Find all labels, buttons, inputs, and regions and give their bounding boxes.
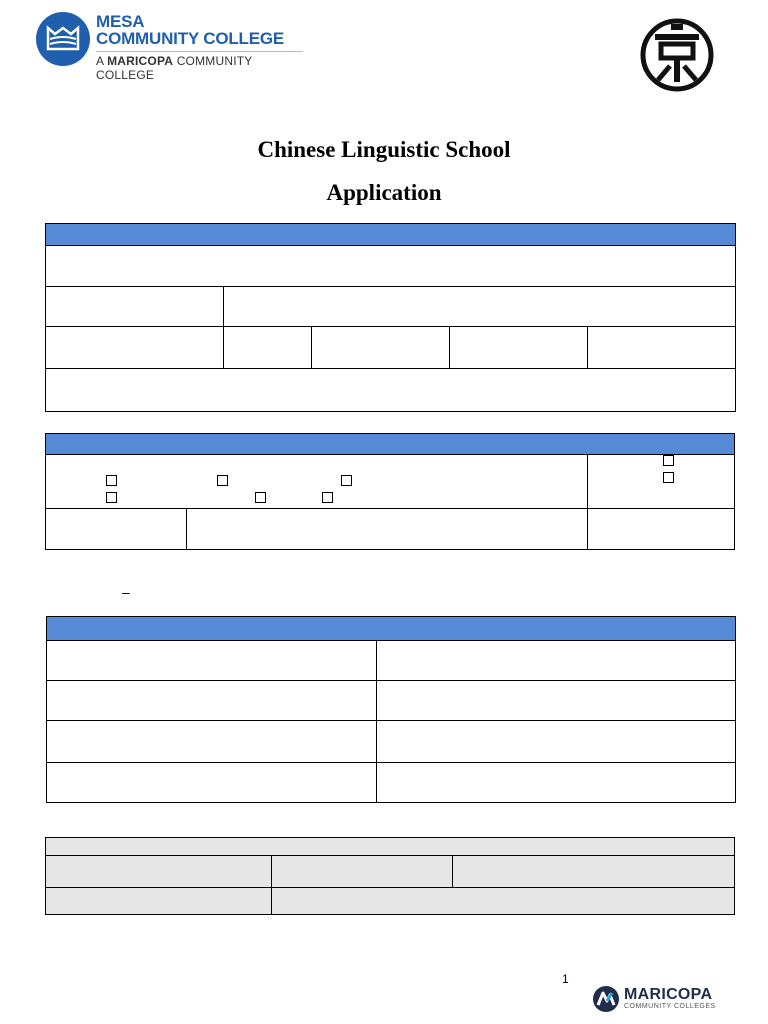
mesa-logo-mark-icon bbox=[36, 12, 90, 66]
logo-line-mesa: MESA bbox=[96, 12, 145, 31]
office-use-cell bbox=[272, 888, 735, 915]
form-field-cell[interactable] bbox=[312, 327, 450, 369]
form-field-cell[interactable] bbox=[224, 327, 312, 369]
form-field-cell[interactable] bbox=[450, 327, 588, 369]
logo-line-maricopa: A MARICOPA COMMUNITY COLLEGE bbox=[96, 54, 253, 82]
form-field-cell[interactable] bbox=[46, 369, 736, 412]
section-header-bar bbox=[46, 224, 736, 246]
office-use-cell bbox=[46, 856, 272, 888]
checkbox-options-cell bbox=[588, 455, 735, 509]
program-selection-table bbox=[45, 433, 735, 550]
section-header-bar bbox=[46, 434, 735, 455]
dash-mark: – bbox=[122, 584, 130, 600]
option-checkbox[interactable] bbox=[217, 475, 228, 486]
checkbox-options-cell bbox=[46, 455, 588, 509]
option-checkbox[interactable] bbox=[106, 475, 117, 486]
form-field-cell[interactable] bbox=[588, 509, 735, 550]
page-number: 1 bbox=[562, 972, 569, 986]
option-checkbox[interactable] bbox=[106, 492, 117, 503]
form-label-cell bbox=[47, 763, 377, 803]
form-label-cell bbox=[47, 681, 377, 721]
form-field-cell[interactable] bbox=[224, 287, 736, 327]
document-title: Chinese Linguistic School bbox=[257, 137, 511, 162]
option-checkbox[interactable] bbox=[341, 475, 352, 486]
form-field-cell[interactable] bbox=[377, 763, 736, 803]
form-field-cell[interactable] bbox=[377, 641, 736, 681]
form-label-cell bbox=[46, 327, 224, 369]
office-use-table bbox=[45, 837, 735, 915]
form-label-cell bbox=[47, 721, 377, 763]
applicant-info-table bbox=[45, 223, 736, 412]
maricopa-brand-name: MARICOPA bbox=[624, 986, 713, 1003]
maricopa-footer-logo bbox=[592, 984, 732, 1016]
section-header-bar bbox=[47, 617, 736, 641]
option-checkbox[interactable] bbox=[255, 492, 266, 503]
office-use-cell bbox=[272, 856, 453, 888]
logo-divider bbox=[96, 51, 303, 52]
option-checkbox[interactable] bbox=[322, 492, 333, 503]
contact-info-table bbox=[46, 616, 736, 803]
option-checkbox[interactable] bbox=[663, 472, 674, 483]
office-use-cell bbox=[46, 888, 272, 915]
form-field-cell[interactable] bbox=[377, 681, 736, 721]
office-use-cell bbox=[453, 856, 735, 888]
mesa-community-college-logo bbox=[36, 12, 306, 82]
form-field-cell[interactable] bbox=[588, 327, 736, 369]
maricopa-mark-icon bbox=[592, 985, 620, 1013]
chinese-linguistic-school-seal-icon bbox=[640, 18, 714, 92]
office-use-header-bar bbox=[46, 838, 735, 856]
maricopa-brand-sub: COMMUNITY COLLEGES bbox=[624, 1003, 716, 1010]
form-field-cell[interactable] bbox=[46, 246, 736, 287]
form-label-cell bbox=[47, 641, 377, 681]
form-field-cell[interactable] bbox=[187, 509, 588, 550]
option-checkbox[interactable] bbox=[663, 455, 674, 466]
logo-line-community-college: COMMUNITY COLLEGE bbox=[96, 29, 285, 48]
form-label-cell bbox=[46, 287, 224, 327]
form-field-cell[interactable] bbox=[377, 721, 736, 763]
document-subtitle: Application bbox=[326, 180, 442, 205]
form-label-cell bbox=[46, 509, 187, 550]
